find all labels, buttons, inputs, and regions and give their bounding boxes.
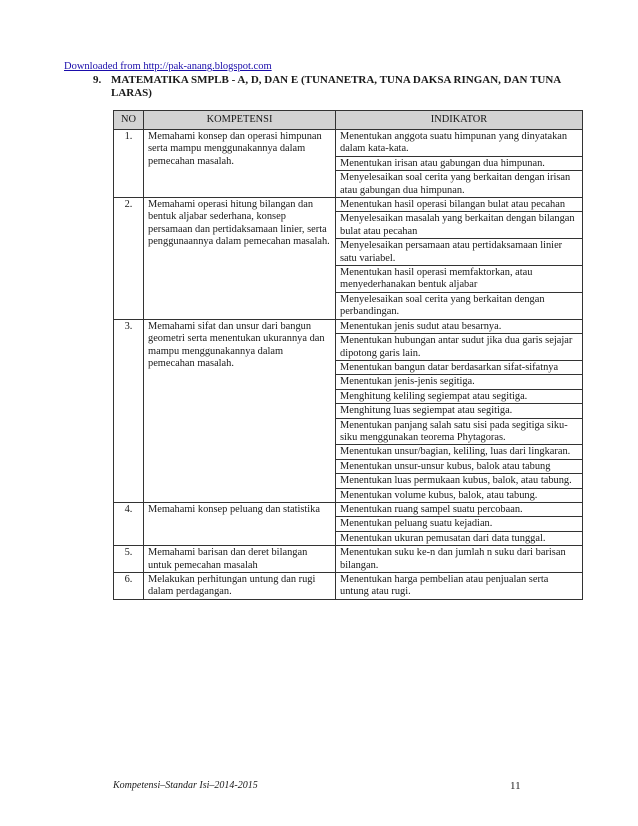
cell-kompetensi: Melakukan perhitungan untung dan rugi dalam perdagangan. <box>144 573 336 600</box>
cell-indikator: Menentukan hubungan antar sudut jika dua garis sejajar dipotong garis lain. <box>336 334 583 361</box>
cell-indikator: Menghitung keliling segiempat atau segitiga. <box>336 389 583 403</box>
cell-indikator: Menyelesaikan persamaan atau pertidaksamaan linier satu variabel. <box>336 239 583 266</box>
cell-no: 4. <box>114 502 144 545</box>
page-number: 11 <box>510 780 521 792</box>
cell-indikator: Menentukan hasil operasi memfaktorkan, atau menyederhanakan bentuk aljabar <box>336 266 583 293</box>
cell-indikator: Menyelesaikan soal cerita yang berkaitan dengan irisan atau gabungan dua himpunan. <box>336 171 583 198</box>
table-row <box>114 502 583 516</box>
cell-kompetensi: Memahami operasi hitung bilangan dan bentuk aljabar sederhana, konsep persamaan dan pertidaksamaan linier, serta penggunaannya dalam pemecahan masalah. <box>144 198 336 320</box>
download-link[interactable]: Downloaded from http://pak-anang.blogspot.com <box>64 61 272 72</box>
cell-indikator: Menentukan unsur/bagian, keliling, luas dari lingkaran. <box>336 445 583 459</box>
cell-indikator: Menentukan jenis-jenis segitiga. <box>336 375 583 389</box>
cell-kompetensi: Memahami sifat dan unsur dari bangun geometri serta menentukan ukurannya dan mampu menggunakannya dalam pemecahan masalah. <box>144 319 336 502</box>
cell-indikator: Menentukan panjang salah satu sisi pada segitiga siku-siku menggunakan teorema Phytagoras. <box>336 418 583 445</box>
cell-no: 6. <box>114 573 144 600</box>
footer-label: Kompetensi–Standar Isi–2014-2015 <box>113 780 258 791</box>
header-indikator: INDIKATOR <box>336 111 583 130</box>
cell-kompetensi: Memahami konsep peluang dan statistika <box>144 502 336 545</box>
cell-no: 1. <box>114 130 144 198</box>
cell-indikator: Menentukan jenis sudut atau besarnya. <box>336 319 583 333</box>
cell-kompetensi: Memahami konsep dan operasi himpunan serta mampu menggunakannya dalam pemecahan masalah. <box>144 130 336 198</box>
cell-indikator: Menyelesaikan masalah yang berkaitan dengan bilangan bulat atau pecahan <box>336 212 583 239</box>
cell-indikator: Menentukan bangun datar berdasarkan sifat-sifatnya <box>336 360 583 374</box>
cell-indikator: Menentukan irisan atau gabungan dua himpunan. <box>336 156 583 170</box>
cell-no: 2. <box>114 198 144 320</box>
header-no: NO <box>114 111 144 130</box>
competency-table <box>113 110 583 600</box>
cell-indikator: Menentukan volume kubus, balok, atau tabung. <box>336 488 583 502</box>
cell-indikator: Menghitung luas segiempat atau segitiga. <box>336 404 583 418</box>
table-row <box>114 573 583 600</box>
cell-indikator: Menentukan ukuran pemusatan dari data tunggal. <box>336 531 583 545</box>
table-row <box>114 319 583 333</box>
cell-indikator: Menentukan luas permukaan kubus, balok, atau tabung. <box>336 474 583 488</box>
cell-indikator: Menentukan unsur-unsur kubus, balok atau tabung <box>336 459 583 473</box>
cell-indikator: Menentukan harga pembelian atau penjualan serta untung atau rugi. <box>336 573 583 600</box>
section-title: MATEMATIKA SMPLB - A, D, DAN E (TUNANETRA, TUNA DAKSA RINGAN, DAN TUNA LARAS) <box>111 74 561 99</box>
cell-indikator: Menentukan ruang sampel suatu percobaan. <box>336 502 583 516</box>
cell-no: 5. <box>114 546 144 573</box>
section-number: 9. <box>93 74 102 86</box>
cell-no: 3. <box>114 319 144 502</box>
table-row <box>114 130 583 157</box>
header-kompetensi: KOMPETENSI <box>144 111 336 130</box>
cell-indikator: Menentukan hasil operasi bilangan bulat atau pecahan <box>336 198 583 212</box>
cell-indikator: Menentukan anggota suatu himpunan yang dinyatakan dalam kata-kata. <box>336 130 583 157</box>
cell-indikator: Menentukan peluang suatu kejadian. <box>336 517 583 531</box>
cell-kompetensi: Memahami barisan dan deret bilangan untuk pemecahan masalah <box>144 546 336 573</box>
table-row <box>114 198 583 212</box>
cell-indikator: Menentukan suku ke-n dan jumlah n suku dari barisan bilangan. <box>336 546 583 573</box>
cell-indikator: Menyelesaikan soal cerita yang berkaitan dengan perbandingan. <box>336 292 583 319</box>
table-header-row <box>114 111 583 130</box>
table-row <box>114 546 583 573</box>
